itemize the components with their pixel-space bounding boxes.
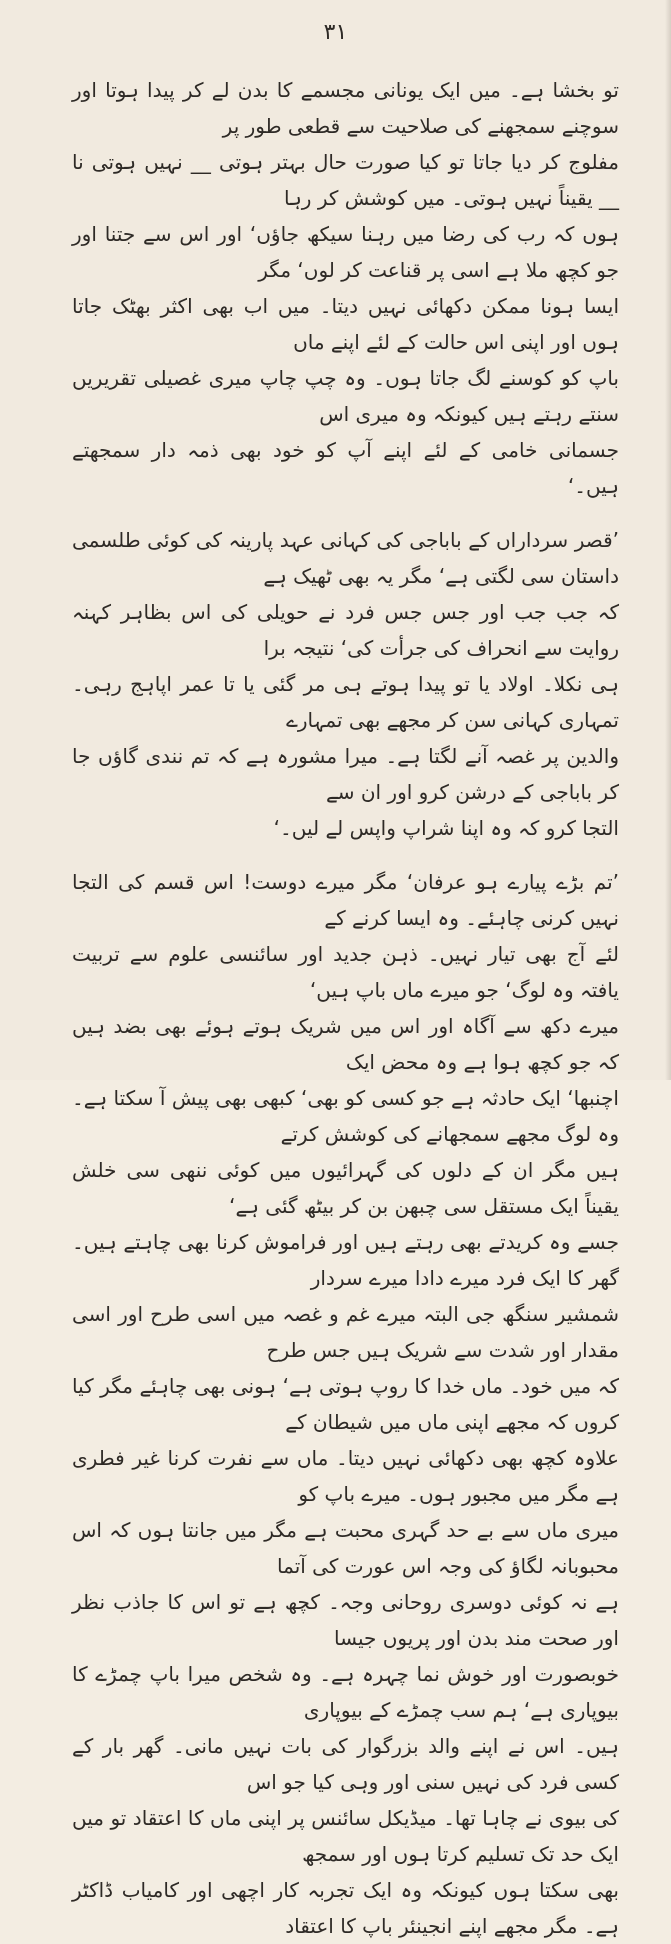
page-edge-shadow (665, 0, 671, 1080)
paragraph-1: تو بخشا ہے۔ میں ایک یونانی مجسمے کا بدن لے کر پیدا ہوتا اور سوچنے سمجھنے کی صلاحیت سے قطعی طور پر مفلوج کر دیا جاتا تو کیا صورت حال بہتر ہوتی __ نہیں ہوتی نا __ یقیناً نہیں ہوتی۔ میں کوشش کر رہا ہوں کہ رب کی رضا میں رہنا سیکھ جاؤں‘ اور اس سے جتنا اور جو کچھ ملا ہے اسی پر قناعت کر لوں‘ مگر ایسا ہونا ممکن دکھائی نہیں دیتا۔ میں اب بھی اکثر بھٹک جاتا ہوں اور اپنی اس حالت کے لئے اپنے ماں باپ کو کوسنے لگ جاتا ہوں۔ وہ چپ چاپ میری غصیلی تقریریں سنتے رہتے ہیں کیونکہ وہ میری اس جسمانی خامی کے لئے اپنے آپ کو خود بھی ذمہ دار سمجھتے ہیں۔‘ (72, 78, 619, 498)
body-text (72, 72, 619, 1944)
paragraph-2: ’قصر سرداراں کے باباجی کی کہانی عہد پارینہ کی کوئی طلسمی داستان سی لگتی ہے‘ مگر یہ بھی ٹھیک ہے کہ جب جب اور جس جس فرد نے حویلی کی اس بظاہر کہنہ روایت سے انحراف کی جرأت کی‘ نتیجہ برا ہی نکلا۔ اولاد یا تو پیدا ہوتے ہی مر گئی یا تا عمر اپاہج رہی۔ تمہاری کہانی سن کر مجھے بھی تمہارے والدین پر غصہ آنے لگتا ہے۔ میرا مشورہ ہے کہ تم نندی گاؤں جا کر باباجی کے درشن کرو اور ان سے التجا کرو کہ وہ اپنا شراپ واپس لے لیں۔‘ (72, 528, 619, 840)
page-number: ۳۱ (323, 20, 348, 45)
paragraph-3: ’تم بڑے پیارے ہو عرفان‘ مگر میرے دوست! اس قسم کی التجا نہیں کرنی چاہئے۔ وہ ایسا کرنے کے لئے آج بھی تیار نہیں۔ ذہن جدید اور سائنسی علوم سے تربیت یافتہ وہ لوگ‘ جو میرے ماں باپ ہیں‘ میرے دکھ سے آگاہ اور اس میں شریک ہوتے ہوئے بھی بضد ہیں کہ جو کچھ ہوا ہے وہ محض ایک اچنبھا‘ ایک حادثہ ہے جو کسی کو بھی‘ کبھی بھی پیش آ سکتا ہے۔ وہ لوگ مجھے سمجھانے کی کوشش کرتے ہیں مگر ان کے دلوں کی گہرائیوں میں کوئی ننھی سی خلش یقیناً ایک مستقل سی چبھن بن کر بیٹھ گئی ہے‘ جسے وہ کریدتے بھی رہتے ہیں اور فراموش کرنا بھی چاہتے ہیں۔ گھر کا ایک فرد میرے دادا میرے سردار شمشیر سنگھ جی البتہ میرے غم و غصہ میں اسی طرح اور اسی مقدار اور شدت سے شریک ہیں جس طرح کہ میں خود۔ ماں خدا کا روپ ہوتی ہے‘ ہونی بھی چاہئے مگر کیا کروں کہ مجھے اپنی ماں میں شیطان کے علاوہ کچھ بھی دکھائی نہیں دیتا۔ ماں سے نفرت کرنا غیر فطری ہے مگر میں مجبور ہوں۔ میرے باپ کو میری ماں سے بے حد گہری محبت ہے مگر میں جانتا ہوں کہ اس محبوبانہ لگاؤ کی وجہ اس عورت کی آتما ہے نہ کوئی دوسری روحانی وجہ۔ کچھ ہے تو اس کا جاذب نظر اور صحت مند بدن اور پریوں جیسا خوبصورت اور خوش نما چہرہ ہے۔ وہ شخص میرا باپ چمڑے کا بیوپاری ہے‘ ہم سب چمڑے کے بیوپاری ہیں۔ اس نے اپنے والد بزرگوار کی بات نہیں مانی۔ گھر بار کے کسی فرد کی نہیں سنی اور وہی کیا جو اس کی بیوی نے چاہا تھا۔ میڈیکل سائنس پر اپنی ماں کا اعتقاد تو میں ایک حد تک تسلیم کرتا ہوں اور سمجھ بھی سکتا ہوں کیونکہ وہ ایک تجربہ کار اچھی اور کامیاب ڈاکٹر ہے۔ مگر مجھے اپنے انجینئر باپ کا اعتقاد (72, 870, 619, 1938)
